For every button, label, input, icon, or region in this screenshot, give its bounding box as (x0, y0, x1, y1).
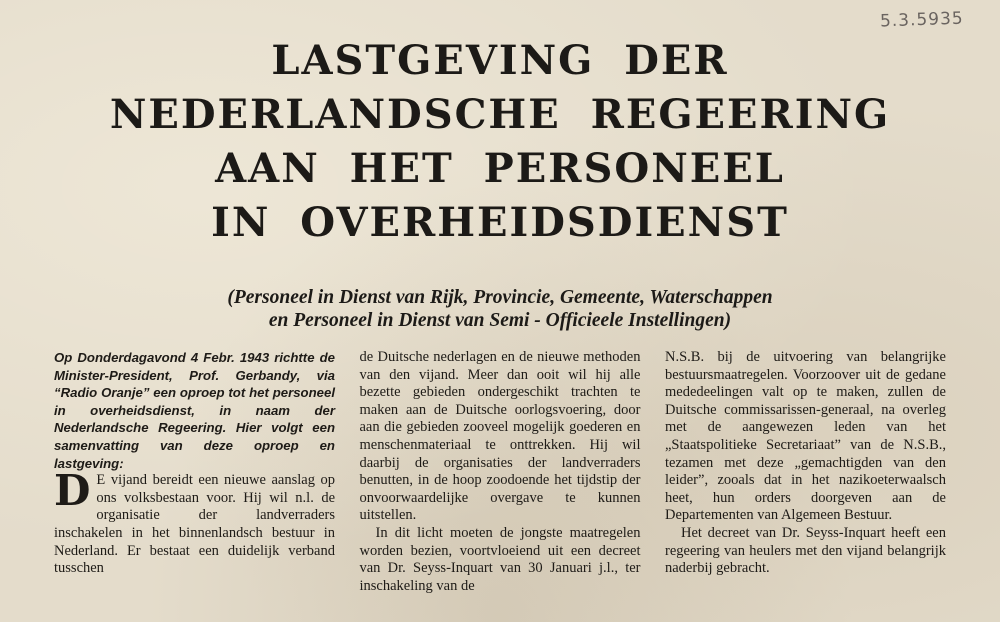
headline-line-2: NEDERLANDSCHE REGEERING (109, 91, 891, 138)
body-paragraph: In dit licht moeten de jongste maatregelen worden bezien, voortvloeiend uit een decreet van Dr. Seyss-Inquart van 30 Januari j.l., ter inschakeling van de (359, 524, 641, 594)
body-paragraph: N.S.B. bij de uitvoering van belangrijke bestuursmaatregelen. Voorzoover uit de gedane mededeelingen valt op te maken, zullen de Duitsche commissarissen-generaal, na overleg met de aangewezen leden van het „Staatspolitieke Secretariaat” van de N.S.B., tezamen met deze „gemachtigden van den leider”, zooals dat in het nazikoeterwaalsch heet, hun orders doorgeven aan de Departementen van Algemeen Bestuur. (665, 349, 946, 524)
body-paragraph (54, 466, 335, 578)
headline-line-4: IN OVERHEIDSDIENST (211, 199, 789, 246)
column-2 (360, 349, 641, 595)
body-paragraph: Het decreet van Dr. Seyss-Inquart heeft een regeering van heulers met den vijand belangrijk naderbij gebracht. (665, 524, 946, 577)
headline-line-1: LASTGEVING DER (271, 37, 729, 84)
article-columns (54, 349, 946, 595)
column-1 (54, 349, 335, 595)
subtitle (0, 286, 1000, 332)
archive-number: 5.3.5935 (879, 8, 965, 32)
headline-line-3: AAN HET PERSONEEL (215, 145, 785, 192)
intro-paragraph: Op Donderdagavond 4 Febr. 1943 richtte de Minister-President, Prof. Gerbandy, via “Radio Oranje” een oproep tot het personeel in overheidsdienst, in naam der Nederlandsche Regeering. Hier volgt een samenvatting van deze oproep en lastgeving: (54, 350, 335, 471)
body-text: E vijand bereidt een nieuwe aanslag op ons volksbestaan voor. Hij wil n.l. de organisatie der landverraders inschakelen in het binnenlandsch bestuur in Nederland. Er bestaat een duidelijk verband tusschen (54, 472, 335, 577)
drop-cap: D (54, 466, 91, 516)
body-paragraph: de Duitsche nederlagen en de nieuwe methoden van den vijand. Meer dan ooit wil hij alle bezette gebieden ondergeschikt trachten te maken aan de Duitsche oorlogsvoering, door aan die gebieden zooveel mogelijk goederen en menschenmateriaal te onttrekken. Hij wil daarbij de organisaties der landverraders benutten, in de hoop zoodoende het tijdstip der onvoorwaardelijke overgave te kunnen uitstellen. (359, 349, 641, 524)
column-3 (665, 349, 946, 595)
headline (0, 34, 1000, 250)
subtitle-line-2: en Personeel in Dienst van Semi - Officieele Instellingen) (268, 310, 732, 331)
subtitle-line-1: (Personeel in Dienst van Rijk, Provincie, Gemeente, Waterschappen (227, 287, 773, 308)
